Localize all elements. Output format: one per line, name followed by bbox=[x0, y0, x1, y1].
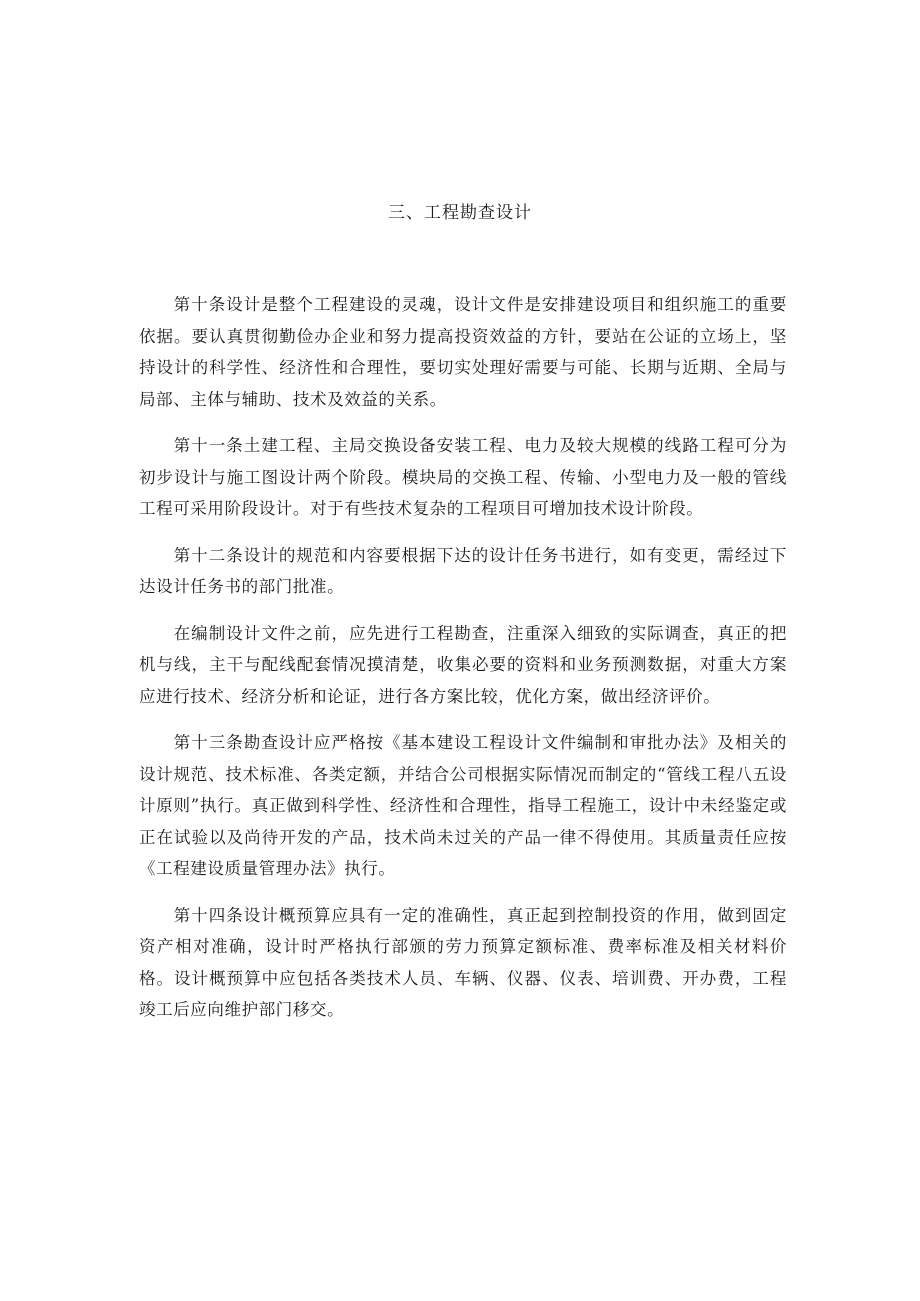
paragraph-article-13: 第十三条勘查设计应严格按《基本建设工程设计文件编制和审批办法》及相关的设计规范、技术标准、各类定额，并结合公司根据实际情况而制定的“管线工程八五设计原则”执行。真正做到科学性、经济性和合理性，指导工程施工，设计中未经鉴定或正在试验以及尚待开发的产品，技术尚未过关的产品一律不得使用。其质量责任应按《工程建设质量管理办法》执行。 bbox=[139, 733, 787, 878]
paragraph-survey-requirements: 在编制设计文件之前，应先进行工程勘查，注重深入细致的实际调查，真正的把机与线，主干与配线配套情况摸清楚，收集必要的资料和业务预测数据，对重大方案应进行技术、经济分析和论证，进行各方案比较，优化方案，做出经济评价。 bbox=[139, 623, 787, 706]
paragraph-article-14: 第十四条设计概预算应具有一定的准确性，真正起到控制投资的作用，做到固定资产相对准确，设计时严格执行部颁的劳力预算定额标准、费率标准及相关材料价格。设计概预算中应包括各类技术人员、车辆、仪器、仪表、培训费、开办费，工程竣工后应向维护部门移交。 bbox=[139, 905, 787, 1019]
section-title: 三、工程勘查设计 bbox=[388, 203, 532, 223]
paragraph-article-11: 第十一条土建工程、主局交换设备安装工程、电力及较大规模的线路工程可分为初步设计与施工图设计两个阶段。模块局的交换工程、传输、小型电力及一般的管线工程可采用阶段设计。对于有些技术复杂的工程项目可增加技术设计阶段。 bbox=[139, 436, 787, 518]
document-body bbox=[139, 289, 787, 1041]
paragraph-article-12: 第十二条设计的规范和内容要根据下达的设计任务书进行，如有变更，需经过下达设计任务书的部门批准。 bbox=[139, 545, 787, 596]
paragraph-article-10: 第十条设计是整个工程建设的灵魂，设计文件是安排建设项目和组织施工的重要依据。要认真贯彻勤俭办企业和努力提高投资效益的方针，要站在公证的立场上，坚持设计的科学性、经济性和合理性，要切实处理好需要与可能、长期与近期、全局与局部、主体与辅助、技术及效益的关系。 bbox=[139, 295, 787, 409]
